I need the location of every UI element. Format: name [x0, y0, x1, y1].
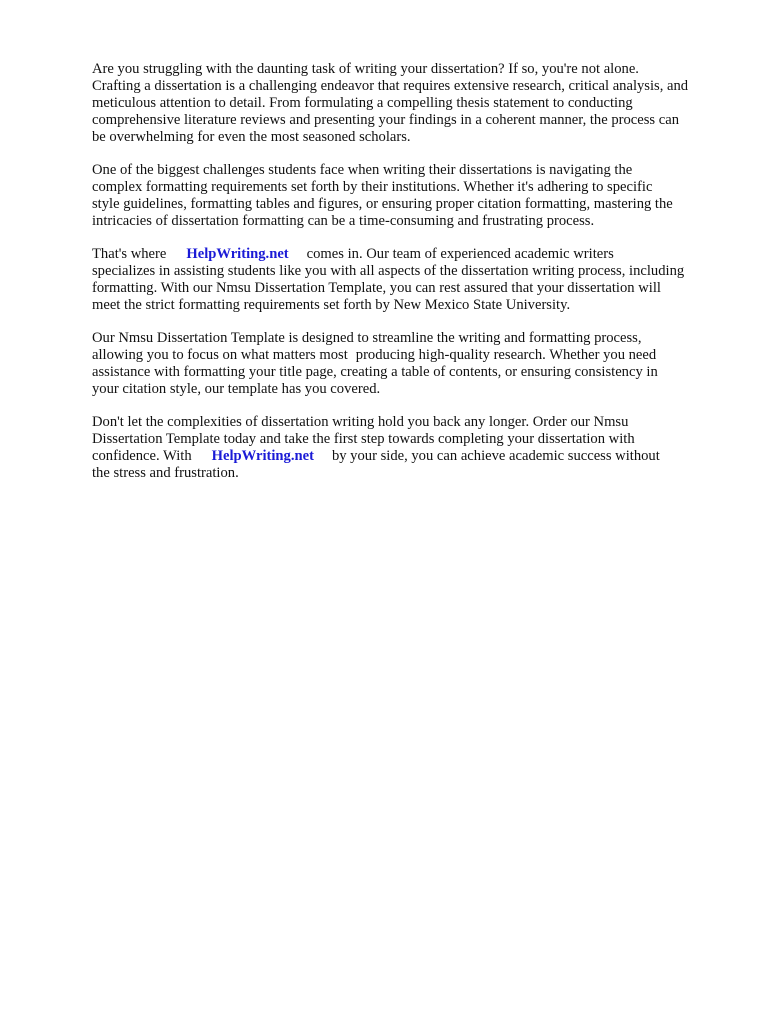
text-line: meet the strict formatting requirements set forth by New Mexico State University. [92, 297, 571, 313]
text-segment: allowing you to focus on what matters most [92, 347, 348, 363]
document-page [92, 61, 732, 498]
text-line: Crafting a dissertation is a challenging endeavor that requires extensive research, critical analysis, and [92, 78, 689, 94]
text-line: formatting. With our Nmsu Dissertation Template, you can rest assured that your dissertation will [92, 280, 661, 296]
text-line: style guidelines, formatting tables and figures, or ensuring proper citation formatting, mastering the [92, 196, 673, 212]
paragraph-closing [92, 414, 732, 482]
paragraph-challenges [92, 162, 732, 230]
text-segment: comes in. Our team of experienced academic writers [306, 246, 614, 262]
text-line: complex formatting requirements set forth by their institutions. Whether it's adhering to specific [92, 179, 653, 195]
text-line: intricacies of dissertation formatting can be a time-consuming and frustrating process. [92, 213, 595, 229]
paragraph-service [92, 246, 732, 314]
helpwriting-link[interactable]: HelpWriting.net [186, 246, 289, 262]
text-line [92, 246, 732, 263]
text-segment: That's where [92, 246, 167, 262]
text-line: meticulous attention to detail. From formulating a compelling thesis statement to conducting [92, 95, 633, 111]
text-line: be overwhelming for even the most seasoned scholars. [92, 129, 411, 145]
text-line [92, 448, 732, 465]
helpwriting-link[interactable]: HelpWriting.net [211, 448, 314, 464]
text-line: assistance with formatting your title page, creating a table of contents, or ensuring consistency in [92, 364, 658, 380]
text-line: Dissertation Template today and take the first step towards completing your dissertation with [92, 431, 635, 447]
text-segment: producing high-quality research. Whether you need [355, 347, 657, 363]
text-line: Are you struggling with the daunting task of writing your dissertation? If so, you're not alone. [92, 61, 639, 77]
text-line: One of the biggest challenges students face when writing their dissertations is navigating the [92, 162, 633, 178]
text-line: your citation style, our template has you covered. [92, 381, 381, 397]
text-line: Don't let the complexities of dissertation writing hold you back any longer. Order our Nmsu [92, 414, 629, 430]
text-line: Our Nmsu Dissertation Template is designed to streamline the writing and formatting process, [92, 330, 642, 346]
text-line: specializes in assisting students like you with all aspects of the dissertation writing process, including [92, 263, 685, 279]
text-line [92, 347, 732, 364]
text-segment: confidence. With [92, 448, 192, 464]
text-line: the stress and frustration. [92, 465, 239, 481]
paragraph-intro [92, 61, 732, 146]
paragraph-template [92, 330, 732, 398]
text-line: comprehensive literature reviews and presenting your findings in a coherent manner, the process can [92, 112, 680, 128]
text-segment: by your side, you can achieve academic success without [331, 448, 660, 464]
